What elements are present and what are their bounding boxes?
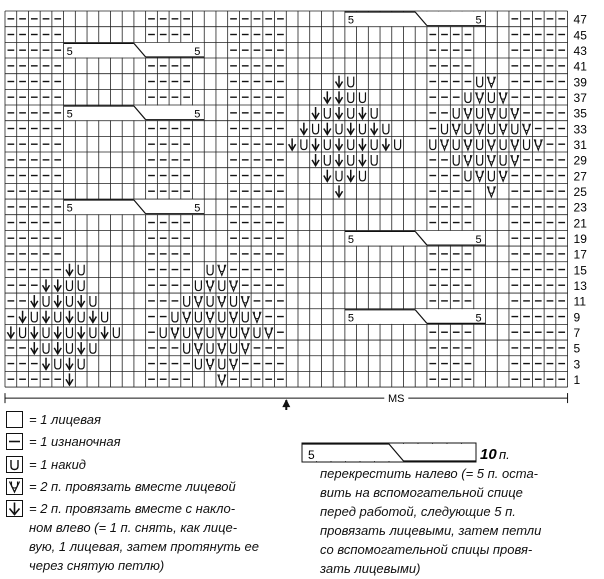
chart-cell (359, 124, 365, 134)
cable-cross (64, 43, 205, 58)
chart-cell (229, 359, 237, 370)
cable-cross (345, 12, 486, 27)
chart-cell (522, 124, 530, 135)
cable-label: 5 (347, 312, 355, 325)
chart-cell (442, 124, 448, 134)
cable-key-right-number: 10 (480, 446, 497, 463)
chart-cell (90, 327, 96, 337)
chart-cell (194, 343, 202, 354)
chart-cell (487, 155, 495, 166)
chart-cell (229, 312, 237, 323)
chart-cell (218, 374, 226, 385)
chart-cell (488, 124, 494, 134)
chart-cell (195, 280, 201, 290)
row-number: 5 (573, 341, 581, 356)
chart-cell (31, 312, 37, 322)
chart-cell (66, 280, 72, 290)
chart-cell (336, 76, 343, 88)
row-number: 15 (573, 263, 587, 278)
row-number: 31 (573, 138, 587, 153)
chart-cell (207, 327, 213, 337)
chart-cell (300, 123, 307, 135)
cable-cross (345, 309, 486, 324)
chart-cell (194, 296, 202, 307)
yarn-over-symbol-icon (6, 456, 23, 473)
row-number: 23 (573, 200, 587, 215)
ssk-symbol-icon (6, 500, 23, 517)
chart-cell (78, 326, 85, 338)
chart-cell (324, 139, 330, 149)
chart-cell (336, 171, 342, 181)
chart-cell (195, 312, 201, 322)
knit-symbol-icon (6, 411, 23, 428)
chart-cell (66, 296, 72, 306)
cable-label: 5 (194, 46, 201, 59)
chart-cell (194, 327, 202, 338)
row-number: 17 (573, 247, 587, 262)
chart-cell (7, 326, 14, 338)
row-number: 45 (573, 28, 587, 43)
row-number: 13 (573, 279, 587, 294)
cable-line-1: перекрестить налево (= 5 п. оста- (320, 466, 538, 481)
chart-cell (31, 342, 38, 354)
chart-cell (336, 185, 343, 197)
chart-cell (440, 139, 448, 150)
row-number: 39 (573, 75, 587, 90)
chart-cell (206, 312, 214, 323)
cable-line-5: со вспомогательной спицы провя- (320, 542, 533, 557)
cable-label: 5 (66, 46, 73, 59)
legend-ssk-line-3: вую, 1 лицевая, затем протянуть ее (29, 539, 260, 554)
chart-cell (348, 108, 354, 118)
chart-cell (487, 139, 495, 150)
chart-cell (487, 77, 495, 88)
row-number: 7 (573, 326, 581, 341)
chart-cell (511, 155, 519, 166)
chart-cell (500, 139, 506, 149)
cable-cross (64, 200, 205, 215)
chart-cell (171, 327, 179, 338)
legend-ssk-text (29, 499, 259, 575)
chart-cell (430, 139, 436, 149)
chart-cell (511, 139, 519, 150)
chart-cell (359, 92, 365, 102)
chart-cell (219, 312, 225, 322)
chart-cell (452, 124, 460, 135)
cable-legend-text (320, 464, 600, 578)
legend-yo (6, 455, 296, 474)
chart-cell (359, 171, 365, 181)
cable-label: 5 (475, 312, 482, 325)
row-number: 25 (573, 185, 587, 200)
chart-cell (312, 154, 319, 166)
chart-cell (184, 327, 190, 337)
chart-cell (31, 326, 38, 338)
chart-cell (229, 280, 237, 291)
chart-cell (66, 264, 73, 276)
chart-cell (78, 280, 84, 290)
chart-cell (465, 171, 471, 181)
chart-cell (500, 108, 506, 118)
cable-legend-symbol (300, 442, 600, 464)
cable-label: 5 (475, 14, 482, 27)
chart-cell (219, 359, 225, 369)
chart-cell (207, 343, 213, 353)
row-number: 21 (573, 216, 587, 231)
repeat-label: MS (388, 393, 405, 406)
k2tog-symbol-icon (6, 478, 23, 495)
chart-cell (55, 359, 61, 369)
cable-cross (345, 231, 486, 246)
chart-cell (183, 312, 191, 323)
chart-cell (231, 343, 237, 353)
chart-cell (477, 155, 483, 165)
chart-cell (382, 138, 389, 150)
chart-cell (499, 171, 507, 182)
chart-cell (395, 139, 401, 149)
chart-cell (218, 327, 226, 338)
chart-cell (488, 171, 494, 181)
chart-cell (241, 343, 249, 354)
chart-cell (312, 138, 319, 150)
chart-cell (359, 154, 366, 166)
chart-cell (476, 92, 484, 103)
legend-knit (6, 410, 296, 429)
cable-line-3: перед работой, следующие 5 п. (320, 504, 516, 519)
chart-cell (464, 155, 472, 166)
chart-cell (20, 327, 26, 337)
legend-ssk-line-1: = 2 п. провязать вместе с накло- (29, 501, 236, 516)
row-number: 35 (573, 106, 587, 121)
legend-ssk (6, 499, 296, 575)
chart-cell (66, 358, 73, 370)
chart-cell (66, 343, 72, 353)
legend-k2tog-text: = 2 п. провязать вместе лицевой (29, 479, 236, 494)
chart-cell (511, 108, 519, 119)
chart-cell (113, 327, 119, 337)
chart-cell (241, 296, 249, 307)
chart-cell (207, 296, 213, 306)
chart-cell (477, 139, 483, 149)
chart-cell (19, 311, 26, 323)
chart-cell (172, 312, 178, 322)
chart-cell (324, 155, 330, 165)
chart-cell (336, 107, 343, 119)
chart-cell (218, 296, 226, 307)
row-number: 19 (573, 232, 587, 247)
chart-cell (195, 359, 201, 369)
chart-cell (78, 359, 84, 369)
row-number: 29 (573, 153, 587, 168)
chart-cell (43, 343, 49, 353)
purl-symbol-icon (6, 433, 23, 450)
chart-cell (43, 358, 50, 370)
chart-cell (54, 295, 61, 307)
chart-cell (55, 312, 61, 322)
chart-cell (231, 327, 237, 337)
chart-cell (453, 108, 459, 118)
chart-cell (66, 373, 73, 385)
chart-cell (383, 124, 389, 134)
chart-cell (336, 138, 343, 150)
chart-cell (160, 327, 166, 337)
cable-label: 5 (475, 234, 482, 247)
chart-cell (90, 343, 96, 353)
cable-label: 5 (194, 202, 201, 215)
chart-cell (43, 279, 50, 291)
chart-cell (206, 280, 214, 291)
chart-cell (43, 296, 49, 306)
chart-cell (102, 312, 108, 322)
chart-cell (218, 343, 226, 354)
chart-cell (336, 91, 343, 103)
chart-cell (54, 326, 61, 338)
row-number: 41 (573, 59, 587, 74)
legend-purl (6, 432, 296, 451)
chart-cell (43, 311, 50, 323)
row-number: 43 (573, 44, 587, 59)
chart-cell (477, 77, 483, 87)
cable-label: 5 (66, 202, 73, 215)
chart-cell (218, 265, 226, 276)
chart-cell (359, 107, 366, 119)
chart-cell (512, 124, 518, 134)
row-number: 3 (573, 357, 581, 372)
legend-yo-text: = 1 накид (29, 457, 86, 472)
cable-key-suffix: п. (499, 447, 510, 462)
chart-cell (206, 359, 214, 370)
repeat-marker (5, 392, 568, 410)
chart-cell (487, 186, 495, 197)
chart-cell (453, 155, 459, 165)
chart-cell (476, 124, 484, 135)
legend-ssk-line-2: ном влево (= 1 п. снять, как лице- (29, 520, 238, 535)
row-number: 9 (573, 310, 581, 325)
chart-cell (488, 92, 494, 102)
cable-cross (64, 106, 205, 121)
chart-cell (336, 124, 342, 134)
chart-cell (219, 280, 225, 290)
chart-cell (348, 92, 354, 102)
chart-cell (253, 312, 261, 323)
chart-cell (499, 124, 507, 135)
chart-cell (477, 108, 483, 118)
chart-cell (336, 154, 343, 166)
chart-cell (324, 123, 331, 135)
chart-cell (371, 139, 377, 149)
chart-cell (464, 139, 472, 150)
chart-cell (66, 311, 73, 323)
row-number: 37 (573, 91, 587, 106)
chart-cell (465, 92, 471, 102)
chart-cell (289, 138, 296, 150)
chart-cell (54, 279, 61, 291)
cable-label: 5 (66, 108, 73, 121)
chart-cell (371, 123, 378, 135)
cable-line-4: провязать лицевыми, затем петли (320, 523, 542, 538)
cable-label: 5 (347, 14, 355, 27)
chart-cell (324, 108, 330, 118)
chart-cell (347, 123, 354, 135)
chart-cell (184, 296, 190, 306)
chart-cell (359, 138, 366, 150)
chart-cell (313, 124, 319, 134)
chart-cell (301, 139, 307, 149)
chart-cell (242, 312, 248, 322)
chart-cell (66, 327, 72, 337)
chart-cell (524, 139, 530, 149)
chart-cell (207, 265, 213, 275)
chart-cell (54, 342, 61, 354)
chart-cell (499, 92, 507, 103)
chart-cell (371, 155, 377, 165)
chart-cell (265, 327, 273, 338)
cable-label: 5 (347, 234, 355, 247)
chart-cell (231, 296, 237, 306)
chart-cell (324, 91, 331, 103)
chart-cell (312, 107, 319, 119)
cable-line-2: вить на вспомогательной спице (320, 485, 523, 500)
chart-cell (324, 170, 331, 182)
legend-purl-text: = 1 изнаночная (29, 434, 121, 449)
chart-cell (464, 108, 472, 119)
chart-cell (43, 327, 49, 337)
chart-cell (78, 295, 85, 307)
chart-cell (348, 77, 354, 87)
chart-cell (241, 327, 249, 338)
chart-cell (476, 171, 484, 182)
arrow-head-icon (282, 399, 290, 407)
chart-cell (184, 343, 190, 353)
chart-cell (500, 155, 506, 165)
chart-cell (347, 170, 354, 182)
row-number: 33 (573, 122, 587, 137)
chart-cell (78, 265, 84, 275)
legend-ssk-line-4: через снятую петлю) (29, 558, 165, 573)
chart-cell (31, 295, 38, 307)
chart-cell (348, 139, 354, 149)
chart-cell (78, 312, 84, 322)
cable-key-left-number: 5 (308, 448, 315, 462)
chart-cell (487, 108, 495, 119)
chart-cell (465, 124, 471, 134)
row-number: 27 (573, 169, 587, 184)
row-numbers (574, 13, 588, 387)
chart-cell (534, 139, 542, 150)
chart-cell (453, 139, 459, 149)
chart-cell (101, 326, 108, 338)
chart-cell (78, 342, 85, 354)
row-number: 47 (573, 12, 587, 27)
row-number: 11 (573, 294, 587, 309)
chart-cell (371, 108, 377, 118)
legend-knit-text: = 1 лицевая (29, 412, 101, 427)
chart-cell (89, 311, 96, 323)
row-number: 1 (573, 373, 581, 388)
chart-cell (254, 327, 260, 337)
chart-cell (90, 296, 96, 306)
chart-cell (348, 155, 354, 165)
legend-k2tog (6, 477, 296, 496)
cable-label: 5 (194, 108, 201, 121)
cable-line-6: зать лицевыми) (320, 561, 421, 576)
